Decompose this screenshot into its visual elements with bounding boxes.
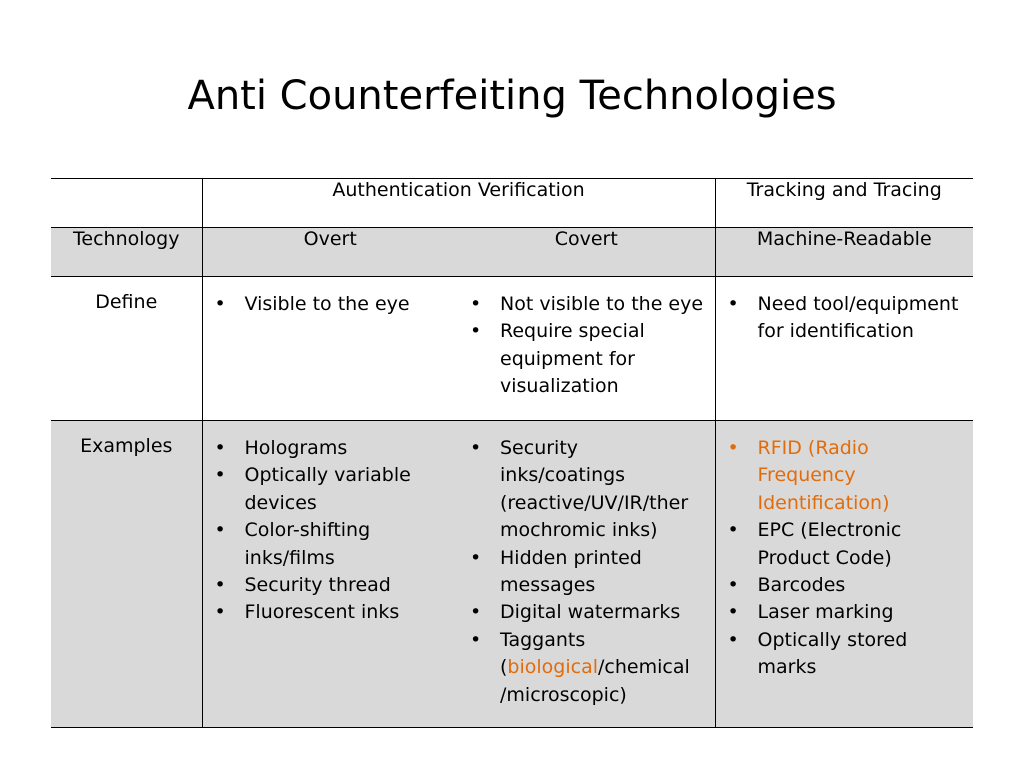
- list-item: • Optically stored marks: [716, 627, 966, 682]
- list-item: • Security inks/coatings (reactive/UV/IR/ther mochromic inks): [458, 435, 707, 545]
- list-item: • Security thread: [203, 572, 451, 599]
- define-row: [51, 277, 973, 421]
- define-machine-list: [716, 277, 974, 346]
- list-item: • Barcodes: [716, 572, 966, 599]
- machine-readable-heading: Machine-Readable: [715, 228, 973, 277]
- header-row: [51, 179, 973, 228]
- examples-covert-list: [458, 421, 715, 709]
- technology-row: [51, 228, 973, 277]
- list-item-taggants: [458, 627, 707, 709]
- taggants-suffix: /chemical /microscopic): [500, 656, 690, 706]
- examples-machine-list: [716, 421, 974, 682]
- list-item: • Require special equipment for visualization: [458, 318, 707, 400]
- covert-heading: Covert: [458, 228, 715, 277]
- examples-covert-cell: [458, 421, 715, 728]
- examples-overt-list: [203, 421, 459, 627]
- examples-label: Examples: [51, 421, 202, 728]
- list-item: • Not visible to the eye: [458, 291, 707, 318]
- list-item: • EPC (Electronic Product Code): [716, 517, 966, 572]
- examples-row: [51, 421, 973, 728]
- list-item: • Visible to the eye: [203, 291, 451, 318]
- technologies-table: [51, 178, 973, 728]
- taggants-highlight: biological: [507, 656, 598, 679]
- overt-heading: Overt: [202, 228, 458, 277]
- technology-label: Technology: [51, 228, 202, 277]
- header-authentication: Authentication Verification: [202, 179, 715, 228]
- taggants-prefix: Taggants (: [500, 628, 586, 679]
- header-tracking: Tracking and Tracing: [715, 179, 973, 228]
- examples-machine-cell: [715, 421, 973, 728]
- list-item: • Laser marking: [716, 599, 966, 626]
- list-item: • Optically variable devices: [203, 462, 451, 517]
- define-machine-cell: [715, 277, 973, 421]
- list-item: • Hidden printed messages: [458, 545, 707, 600]
- list-item: • Digital watermarks: [458, 599, 707, 626]
- list-item: • Fluorescent inks: [203, 599, 451, 626]
- define-overt-cell: [202, 277, 458, 421]
- list-item-highlight: • RFID (Radio Frequency Identification): [716, 435, 966, 517]
- slide-title: Anti Counterfeiting Technologies: [187, 73, 837, 119]
- define-covert-cell: [458, 277, 715, 421]
- define-overt-list: [203, 277, 459, 318]
- header-empty-cell: [51, 179, 202, 228]
- list-item: • Need tool/equipment for identification: [716, 291, 966, 346]
- list-item: • Color-shifting inks/films: [203, 517, 451, 572]
- examples-overt-cell: [202, 421, 458, 728]
- list-item: • Holograms: [203, 435, 451, 462]
- define-covert-list: [458, 277, 715, 401]
- define-label: Define: [51, 277, 202, 421]
